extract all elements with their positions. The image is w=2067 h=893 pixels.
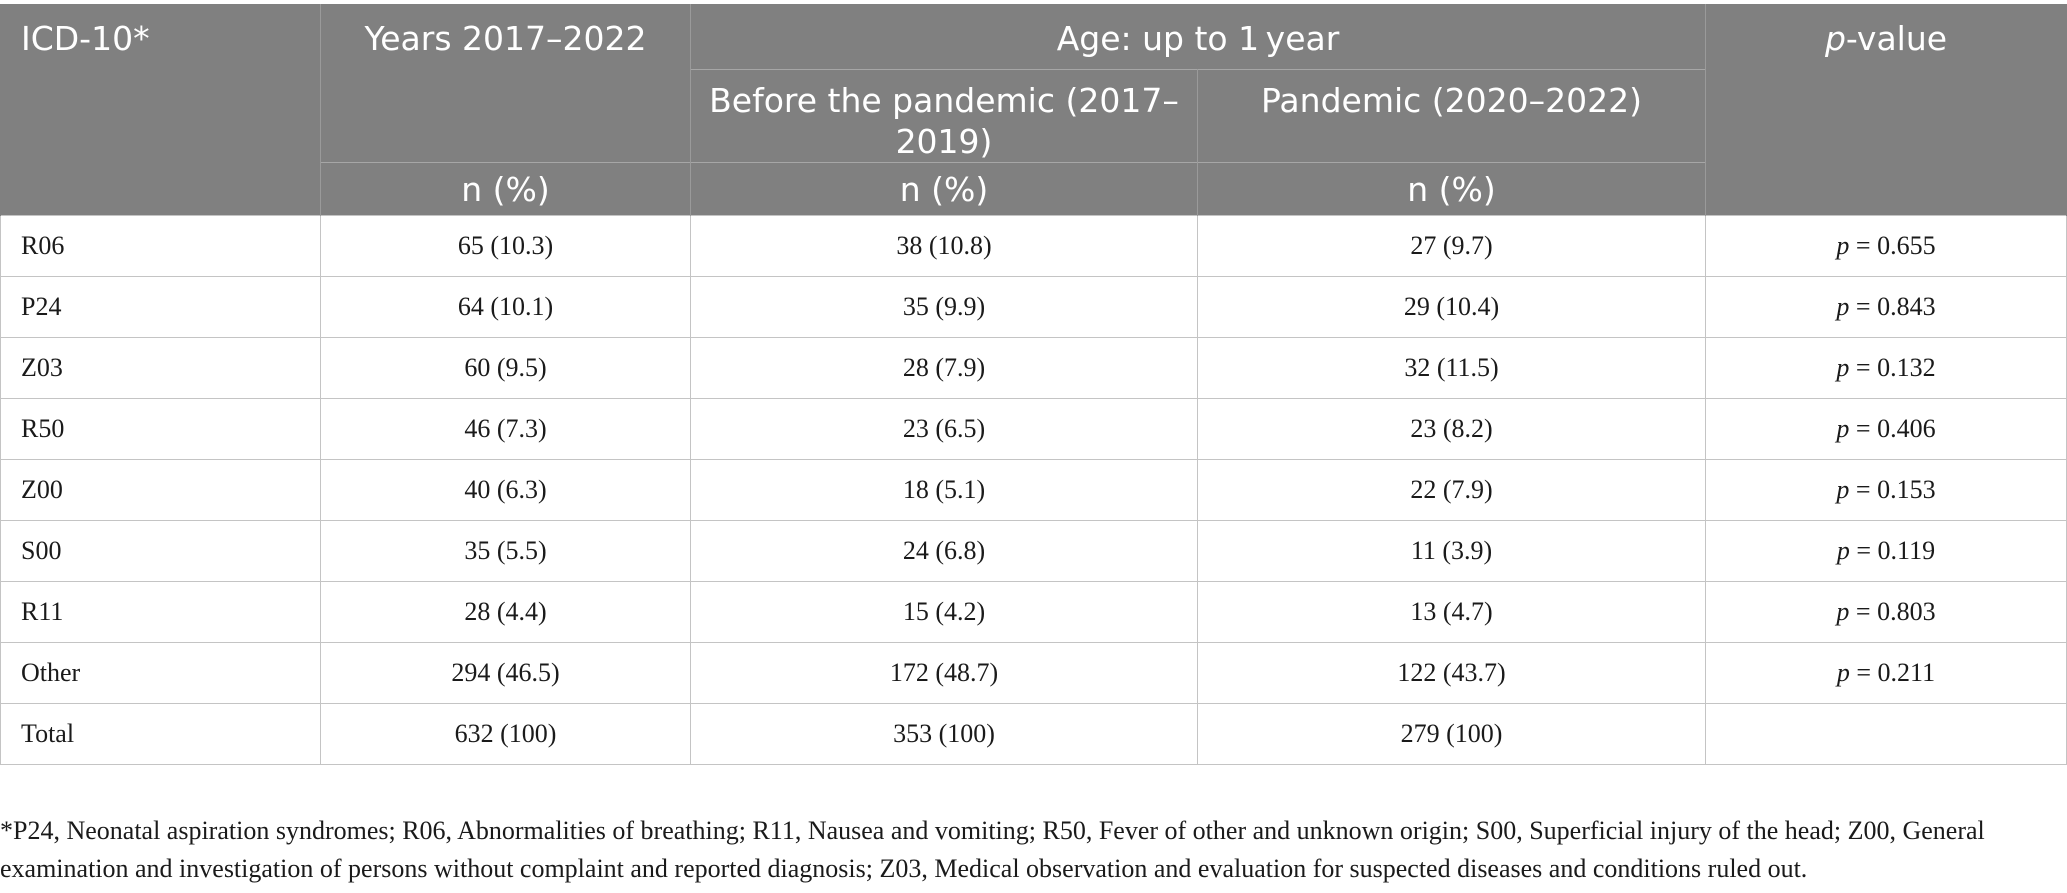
table-row-total: [1, 704, 2067, 765]
header-pvalue: [1706, 4, 2067, 216]
cell-code: R50: [1, 399, 321, 460]
pvalue-number: = 0.153: [1849, 475, 1936, 504]
cell-pandemic: 23 (8.2): [1198, 399, 1706, 460]
table-row: [1, 338, 2067, 399]
pvalue-symbol: p: [1836, 353, 1850, 382]
table-row: [1, 582, 2067, 643]
pvalue-symbol: p: [1836, 414, 1850, 443]
pvalue-symbol: p: [1836, 658, 1850, 687]
cell-years: 40 (6.3): [321, 460, 691, 521]
cell-before: 172 (48.7): [691, 643, 1198, 704]
header-n-years: n (%): [321, 163, 691, 216]
cell-years: 46 (7.3): [321, 399, 691, 460]
cell-code: R06: [1, 216, 321, 277]
cell-code: Z00: [1, 460, 321, 521]
cell-pandemic: 27 (9.7): [1198, 216, 1706, 277]
pvalue-number: = 0.406: [1849, 414, 1936, 443]
cell-before: 35 (9.9): [691, 277, 1198, 338]
table-row: [1, 399, 2067, 460]
header-n-pandemic: n (%): [1198, 163, 1706, 216]
cell-pvalue: [1706, 704, 2067, 765]
cell-pandemic: 13 (4.7): [1198, 582, 1706, 643]
cell-before: 23 (6.5): [691, 399, 1198, 460]
cell-before: 353 (100): [691, 704, 1198, 765]
cell-code: P24: [1, 277, 321, 338]
cell-years: 28 (4.4): [321, 582, 691, 643]
pvalue-symbol: p: [1836, 597, 1850, 626]
pvalue-number: = 0.211: [1849, 658, 1936, 687]
cell-pvalue: [1706, 338, 2067, 399]
cell-pvalue: [1706, 521, 2067, 582]
cell-code: Other: [1, 643, 321, 704]
header-age-group: Age: up to 1 year: [691, 4, 1706, 70]
cell-before: 18 (5.1): [691, 460, 1198, 521]
header-icd: ICD-10*: [1, 4, 321, 216]
table-row: [1, 216, 2067, 277]
cell-years: 60 (9.5): [321, 338, 691, 399]
pvalue-number: = 0.132: [1849, 353, 1936, 382]
cell-pvalue: [1706, 216, 2067, 277]
header-pvalue-rest: -value: [1845, 19, 1948, 58]
cell-years: 65 (10.3): [321, 216, 691, 277]
header-before-pandemic: Before the pandemic (2017–2019): [691, 70, 1198, 163]
table-row: [1, 460, 2067, 521]
table-row: [1, 277, 2067, 338]
pvalue-symbol: p: [1836, 536, 1850, 565]
cell-code: R11: [1, 582, 321, 643]
table-row: [1, 643, 2067, 704]
cell-before: 28 (7.9): [691, 338, 1198, 399]
table-row: [1, 521, 2067, 582]
cell-before: 38 (10.8): [691, 216, 1198, 277]
cell-pandemic: 29 (10.4): [1198, 277, 1706, 338]
table-header: [1, 4, 2067, 216]
pvalue-number: = 0.655: [1849, 231, 1936, 260]
cell-pandemic: 279 (100): [1198, 704, 1706, 765]
header-years: Years 2017–2022: [321, 4, 691, 163]
table-body: [1, 216, 2067, 765]
cell-pvalue: [1706, 399, 2067, 460]
cell-pvalue: [1706, 643, 2067, 704]
cell-before: 15 (4.2): [691, 582, 1198, 643]
cell-code: Z03: [1, 338, 321, 399]
cell-code: S00: [1, 521, 321, 582]
cell-pandemic: 11 (3.9): [1198, 521, 1706, 582]
cell-pvalue: [1706, 460, 2067, 521]
cell-pvalue: [1706, 582, 2067, 643]
header-pvalue-p: p: [1824, 19, 1846, 58]
cell-code: Total: [1, 704, 321, 765]
table-footnote: *P24, Neonatal aspiration syndromes; R06, Abnormalities of breathing; R11, Nausea and vomiting; R50, Fever of other and unknown origin; S00, Superficial injury of the head; Z00, General examination and investigation of persons without complaint and reported diagnosis; Z03, Medical observation and evaluation for suspected diseases and conditions ruled out.: [0, 816, 1985, 883]
pvalue-symbol: p: [1836, 292, 1850, 321]
cell-years: 35 (5.5): [321, 521, 691, 582]
cell-before: 24 (6.8): [691, 521, 1198, 582]
cell-pandemic: 22 (7.9): [1198, 460, 1706, 521]
pvalue-symbol: p: [1836, 231, 1850, 260]
header-pandemic: Pandemic (2020–2022): [1198, 70, 1706, 163]
cell-years: 632 (100): [321, 704, 691, 765]
cell-years: 294 (46.5): [321, 643, 691, 704]
pvalue-symbol: p: [1836, 475, 1850, 504]
cell-pvalue: [1706, 277, 2067, 338]
cell-pandemic: 32 (11.5): [1198, 338, 1706, 399]
cell-pandemic: 122 (43.7): [1198, 643, 1706, 704]
cell-years: 64 (10.1): [321, 277, 691, 338]
pvalue-number: = 0.803: [1849, 597, 1936, 626]
header-n-before: n (%): [691, 163, 1198, 216]
pvalue-number: = 0.119: [1849, 536, 1936, 565]
results-table: [0, 4, 2067, 765]
pvalue-number: = 0.843: [1849, 292, 1936, 321]
